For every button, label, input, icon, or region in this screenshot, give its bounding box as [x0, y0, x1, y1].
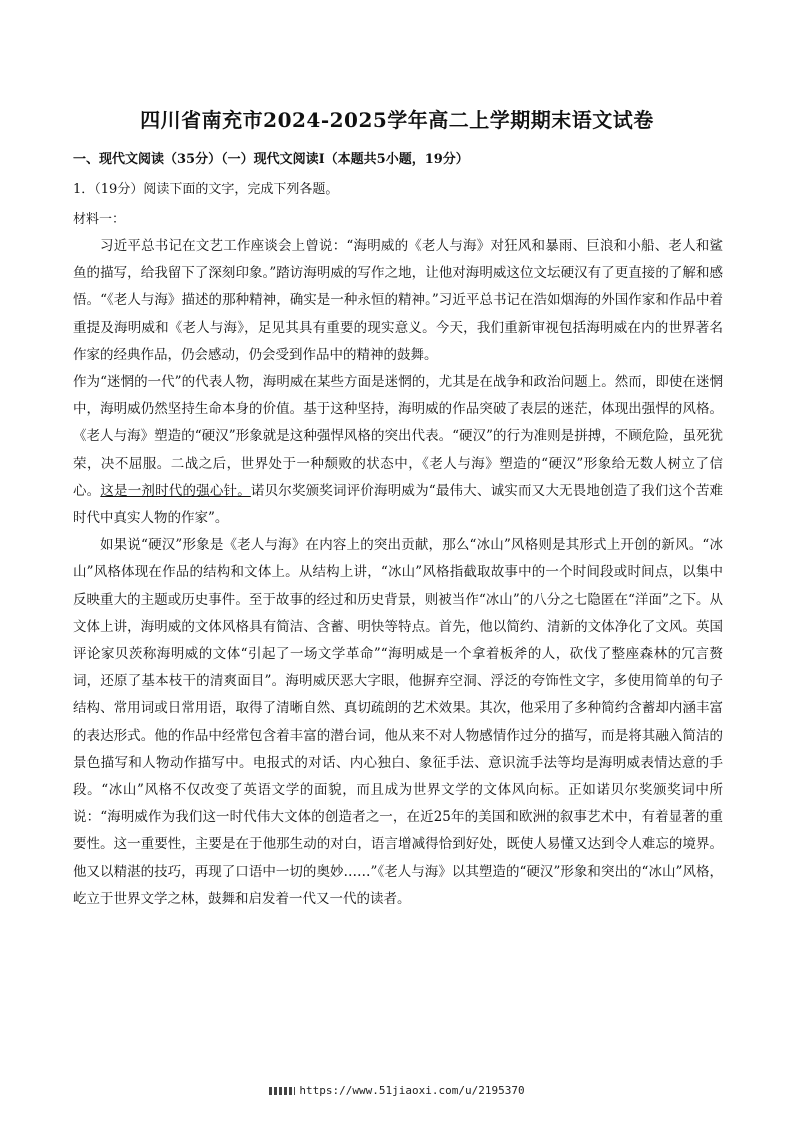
reading-passage — [73, 233, 723, 913]
footer — [0, 1084, 794, 1097]
footer-link[interactable]: https://www.51jiaoxi.com/u/2195370 — [299, 1084, 525, 1097]
exam-title: 四川省南充市2024-2025学年高二上学期期末语文试卷 — [140, 108, 654, 132]
passage-paragraph-2-tail: 诺贝尔奖颁奖词评价海明威为“最伟大、诚实而又大无畏地创造了我们这个苦难时代中真实人物的作家”。 — [73, 482, 724, 527]
site-logo-icon — [269, 1087, 295, 1095]
passage-paragraph-1: 习近平总书记在文艺工作座谈会上曾说：“海明威的《老人与海》对狂风和暴雨、巨浪和小船、老人和鲨鱼的描写，给我留下了深刻印象。”踏访海明威的写作之地，让他对海明威这位文坛硬汉有了更直接的了解和感悟。“《老人与海》描述的那种精神，确实是一种永恒的精神。”习近平总书记在浩如烟海的外国作家和作品中着重提及海明威和《老人与海》，足见其具有重要的现实意义。今天，我们重新审视包括海明威在内的世界著名作家的经典作品，仍会感动，仍会受到作品中的精神的鼓舞。 — [73, 238, 723, 363]
question-prompt: 1．（19分）阅读下面的文字，完成下列各题。 — [73, 182, 339, 197]
passage-paragraph-2 — [73, 369, 723, 532]
passage-paragraph-3: 如果说“硬汉”形象是《老人与海》在内容上的突出贡献，那么“冰山”风格则是其形式上开创的新风。“冰山”风格体现在作品的结构和文体上。从结构上讲，“冰山”风格指截取故事中的一个时间段或时间点，以集中反映重大的主题或历史事件。至于故事的经过和历史背景，则被当作“冰山”的八分之七隐匿在“洋面”之下。从文体上讲，海明威的文体风格具有简洁、含蓄、明快等特点。首先，他以简约、清新的文体净化了文风。英国评论家贝茨称海明威的文体“引起了一场文学革命”“海明威是一个拿着板斧的人，砍伐了整座森林的冗言赘词，还原了基本枝干的清爽面目”。海明威厌恶大字眼，他摒弃空洞、浮泛的夸饰性文字，多使用简单的句子结构、常用词或日常用语，取得了清晰自然、真切疏朗的艺术效果。其次，他采用了多种简约含蓄却内涵丰富的表达形式。他的作品中经常包含着丰富的潜台词，他从来不对人物感情作过分的描写，而是将其融入简洁的景色描写和人物动作描写中。电报式的对话、内心独白、象征手法、意识流手法等均是海明威表情达意的手段。“冰山”风格不仅改变了英语文学的面貌，而且成为世界文学的文体风向标。正如诺贝尔奖颁奖词中所说：“海明威作为我们这一时代伟大文体的创造者之一，在近25年的美国和欧洲的叙事艺术中，有着显著的重要性。这一重要性，主要是在于他那生动的对白，语言增减得恰到好处，既使人易懂又达到令人难忘的境界。他又以精湛的技巧，再现了口语中一切的奥妙……”《老人与海》以其塑造的“硬汉”形象和突出的“冰山”风格，屹立于世界文学之林，鼓舞和启发着一代又一代的读者。 — [73, 537, 723, 907]
material-label: 材料一： — [73, 212, 126, 227]
underlined-sentence: 这是一剂时代的强心针。 — [100, 482, 251, 499]
section-heading: 一、现代文阅读（35分）（一）现代文阅读Ⅰ（本题共5小题，19分） — [73, 152, 469, 167]
passage-paragraph-2-text: 作为“迷惘的一代”的代表人物，海明威在某些方面是迷惘的，尤其是在战争和政治问题上。然而，即使在迷惘中，海明威仍然坚持生命本身的价值。基于这种坚持，海明威的作品突破了表层的迷茫，体现出强悍的风格。《老人与海》塑造的“硬汉”形象就是这种强悍风格的突出代表。“硬汉”的行为准则是拼搏，不顾危险，虽死犹荣，决不屈服。二战之后，世界处于一种颓败的状态中，《老人与海》塑造的“硬汉”形象给无数人树立了信心。 — [73, 374, 723, 499]
